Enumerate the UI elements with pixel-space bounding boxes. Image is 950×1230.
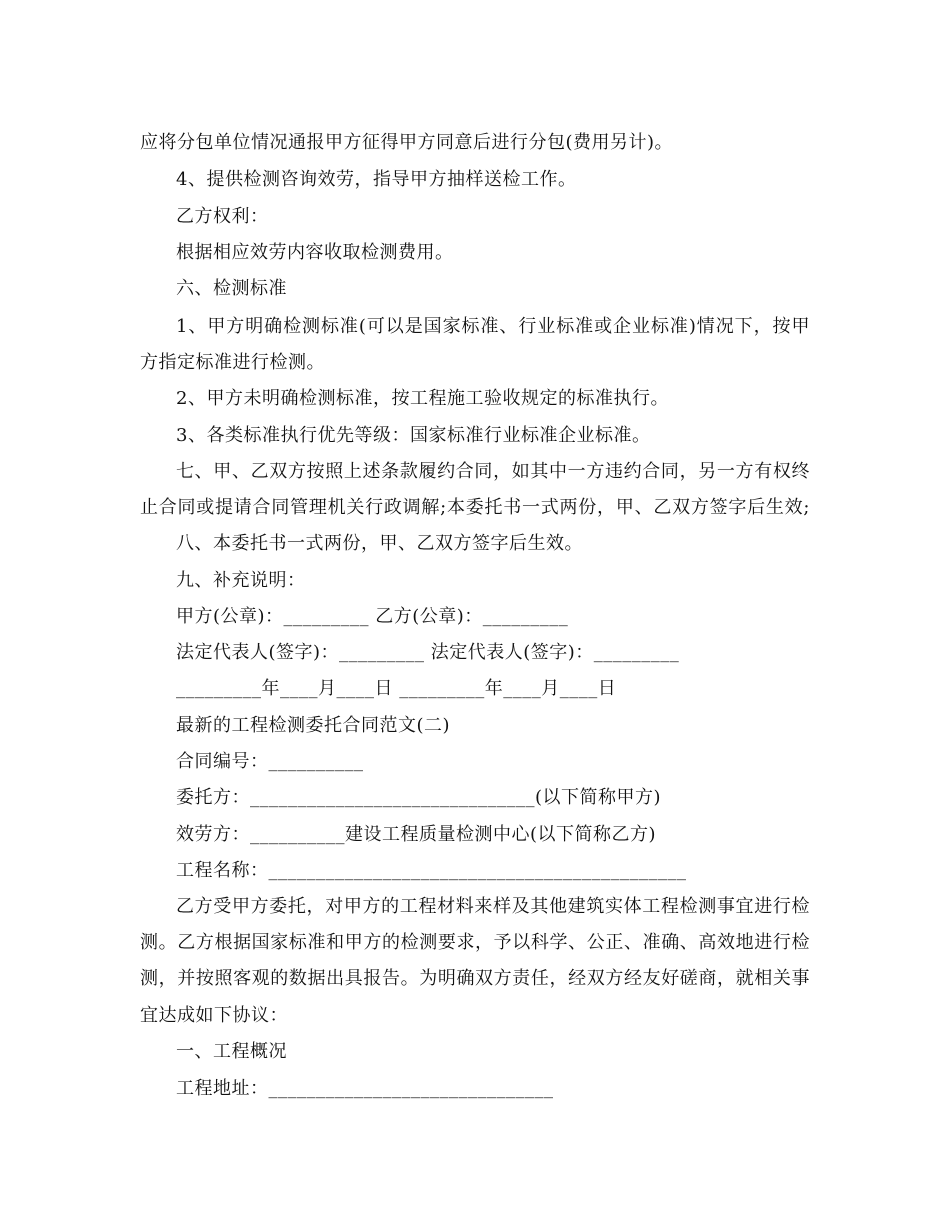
provider-line: 效劳方：__________建设工程质量检测中心(以下简称乙方) <box>176 824 657 845</box>
contract-number-line: 合同编号：__________ <box>176 751 364 772</box>
project-address-line: 工程地址：______________________________ <box>176 1078 554 1099</box>
section-heading: 九、补充说明： <box>176 570 306 591</box>
text-line: 七、甲、乙双方按照上述条款履约合同，如其中一方违约合同，另一方有权终 <box>176 461 810 482</box>
text-line: 宜达成如下协议： <box>140 1005 288 1026</box>
project-name-line: 工程名称：____________________________________________ <box>176 860 687 881</box>
text-line: 1、甲方明确检测标准(可以是国家标准、行业标准或企业标准)情况下，按甲 <box>176 316 810 337</box>
text-line: 方指定标准进行检测。 <box>140 352 325 373</box>
signature-line: 甲方(公章)：_________ 乙方(公章)：_________ <box>176 606 569 627</box>
section-heading: 一、工程概况 <box>176 1041 287 1062</box>
text-line: 乙方受甲方委托，对甲方的工程材料来样及其他建筑实体工程检测事宜进行检 <box>176 896 810 917</box>
text-line: 测。乙方根据国家标准和甲方的检测要求，予以科学、公正、准确、高效地进行检 <box>140 932 810 953</box>
signature-line: 法定代表人(签字)：_________ 法定代表人(签字)：_________ <box>176 642 680 663</box>
text-line: 2、甲方未明确检测标准，按工程施工验收规定的标准执行。 <box>176 388 669 409</box>
text-line: 4、提供检测咨询效劳，指导甲方抽样送检工作。 <box>176 169 577 190</box>
section-heading: 六、检测标准 <box>176 278 287 299</box>
text-line: 3、各类标准执行优先等级：国家标准行业标准企业标准。 <box>176 425 651 446</box>
text-line: 应将分包单位情况通报甲方征得甲方同意后进行分包(费用另计)。 <box>140 132 674 153</box>
text-line: 根据相应效劳内容收取检测费用。 <box>176 242 454 263</box>
text-line: 止合同或提请合同管理机关行政调解;本委托书一式两份，甲、乙双方签字后生效; <box>140 497 810 518</box>
text-line: 八、本委托书一式两份，甲、乙双方签字后生效。 <box>176 533 583 554</box>
date-line: _________年____月____日 _________年____月____日 <box>176 678 617 699</box>
client-line: 委托方：______________________________(以下简称甲方) <box>176 787 662 808</box>
text-line: 乙方权利： <box>176 206 269 227</box>
text-line: 测，并按照客观的数据出具报告。为明确双方责任，经双方经友好磋商，就相关事 <box>140 968 810 989</box>
document-title: 最新的工程检测委托合同范文(二) <box>176 715 451 736</box>
